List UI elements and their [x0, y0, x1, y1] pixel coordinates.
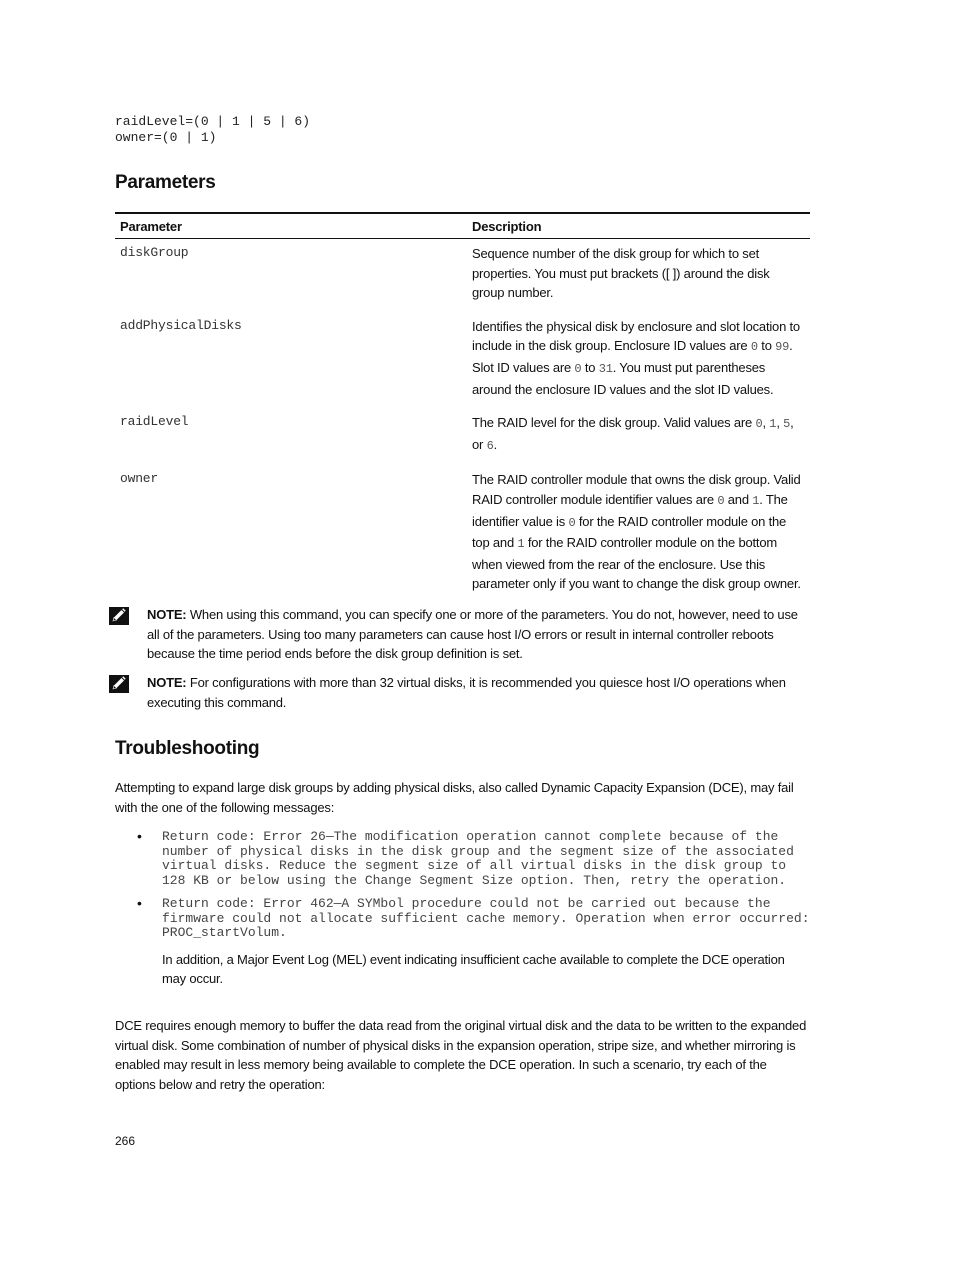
note-body: For configurations with more than 32 virtual disks, it is recommended you quiesce host I/O operations when executing this command.: [147, 675, 786, 710]
note-label: NOTE:: [147, 607, 187, 622]
table-row: [115, 408, 810, 465]
error-message: Return code: Error 26—The modification operation cannot complete because of the number of physical disks in the disk group and the segment size of the associated virtual disks. Reduce the segment size of all virtual disks in the disk group to 128 KB or below using the Change Segment Size option. Then, retry the operation.: [162, 829, 794, 888]
syntax-block: [115, 114, 310, 145]
parameter-name: addPhysicalDisks: [120, 317, 242, 333]
page-number: 266: [115, 1134, 136, 1148]
parameter-name: raidLevel: [120, 414, 189, 430]
bullet: •: [137, 828, 142, 844]
note-body: When using this command, you can specify one or more of the parameters. You do not, however, need to use all of the parameters. Using too many parameters can cause host I/O errors or result in internal controller reboots because the time period ends before the disk group definition is set.: [147, 607, 798, 662]
column-header-description: Description: [462, 213, 810, 239]
dce-paragraph: DCE requires enough memory to buffer the data read from the original virtual disk and the data to be written to the expanded virtual disk. Some combination of number of physical disks in the expansion operation, stripe size, and whether mirroring is enabled may result in less memory being available to complete the DCE operation. In such a scenario, try each of the options below and retry the operation:: [115, 1018, 807, 1092]
note-callout: [109, 673, 809, 712]
note-text: [147, 605, 809, 664]
section-heading-troubleshooting: Troubleshooting: [115, 738, 260, 759]
table-row: [115, 465, 810, 603]
syntax-line: owner=(0 | 1): [115, 129, 217, 145]
bullet: •: [137, 895, 142, 911]
error-message-list: [115, 830, 810, 998]
column-header-parameter: Parameter: [115, 213, 462, 239]
parameter-description: Identifies the physical disk by enclosure and slot location to include in the disk group. Enclosure ID values are 0 to 99. Slot ID values are 0 to 31. You must put parentheses around the enclosure ID values and the slot ID values.: [472, 318, 800, 397]
parameter-name: owner: [120, 471, 159, 487]
error-message-note: In addition, a Major Event Log (MEL) event indicating insufficient cache available to complete the DCE operation may occur.: [162, 951, 785, 987]
syntax-line: raidLevel=(0 | 1 | 5 | 6): [115, 114, 311, 129]
note-pencil-icon: [109, 607, 129, 625]
parameter-description: Sequence number of the disk group for which to set properties. You must put brackets ([ ]) around the disk group number.: [472, 246, 770, 301]
note-text: [147, 673, 809, 712]
troubleshooting-intro: Attempting to expand large disk groups by adding physical disks, also called Dynamic Capacity Expansion (DCE), may fail with the one of the following messages:: [115, 780, 794, 815]
section-heading-parameters: Parameters: [115, 172, 216, 193]
parameter-name: diskGroup: [120, 245, 189, 260]
note-label: NOTE:: [147, 675, 187, 690]
parameter-description: The RAID controller module that owns the disk group. Valid RAID controller module identifier values are 0 and 1. The identifier value is 0 for the RAID controller module on the top and 1 for the RAID controller module on the bottom when viewed from the rear of the enclosure. Use this parameter only if you want to change the disk group owner.: [472, 472, 801, 592]
list-item: [115, 897, 810, 989]
note-pencil-icon: [109, 675, 129, 693]
error-message: Return code: Error 462—A SYMbol procedure could not be carried out because the firmware could not allocate sufficient cache memory. Operation when error occurred: PROC_startVolum.: [162, 896, 810, 940]
table-row: [115, 239, 810, 312]
parameters-table: [115, 212, 810, 603]
table-row: [115, 312, 810, 408]
note-callout: [109, 605, 809, 664]
parameter-description: The RAID level for the disk group. Valid values are 0, 1, 5, or 6.: [472, 415, 794, 453]
list-item: [115, 830, 810, 888]
table-header-row: [115, 213, 810, 239]
